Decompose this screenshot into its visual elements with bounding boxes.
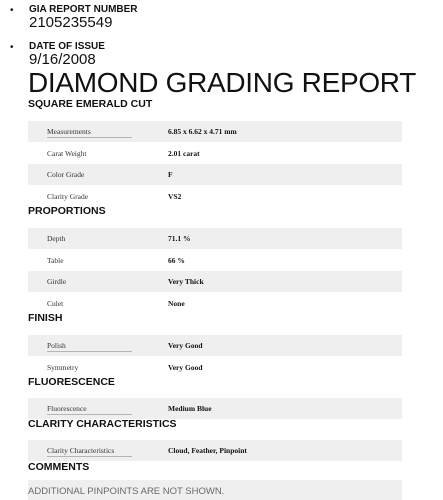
table-row	[28, 250, 402, 271]
row-label: Fluorescence	[47, 404, 87, 413]
date-of-issue-value: 9/16/2008	[29, 51, 96, 68]
report-number-label: GIA REPORT NUMBER	[29, 4, 138, 15]
row-label: Clarity Grade	[47, 192, 89, 201]
row-value: Very Good	[168, 341, 203, 350]
row-value: Medium Blue	[168, 404, 212, 413]
row-label: Polish	[47, 341, 66, 350]
comments-box	[28, 480, 402, 500]
row-value: VS2	[168, 192, 182, 201]
row-label: Color Grade	[47, 170, 85, 179]
shape-heading: SQUARE EMERALD CUT	[28, 98, 153, 110]
row-value: 6.85 x 6.62 x 4.71 mm	[168, 127, 237, 136]
row-value: 71.1 %	[168, 234, 191, 243]
row-label: Clarity Characteristics	[47, 446, 115, 455]
bullet-icon: •	[10, 5, 14, 16]
polish-row	[28, 335, 402, 356]
row-value: 66 %	[168, 256, 185, 265]
report-title: DIAMOND GRADING REPORT	[28, 67, 417, 98]
fluorescence-row	[28, 398, 402, 419]
row-label: Girdle	[47, 277, 67, 286]
clarity-grade-row	[28, 186, 402, 207]
row-value: F	[168, 170, 173, 179]
row-label: Measurements	[47, 127, 91, 136]
comments-text: ADDITIONAL PINPOINTS ARE NOT SHOWN.	[28, 486, 225, 497]
row-label: Culet	[47, 299, 64, 308]
fluorescence-heading: FLUORESCENCE	[28, 376, 115, 388]
report-number-value: 2105235549	[29, 14, 113, 31]
comments-heading: COMMENTS	[28, 461, 90, 473]
date-of-issue-label: DATE OF ISSUE	[29, 41, 105, 52]
girdle-row	[28, 271, 402, 292]
row-divider	[47, 456, 132, 457]
finish-heading: FINISH	[28, 312, 63, 324]
row-label: Carat Weight	[47, 149, 87, 158]
bullet-icon: •	[10, 42, 14, 53]
symmetry-row	[28, 357, 402, 378]
proportions-heading: PROPORTIONS	[28, 205, 106, 217]
row-divider	[47, 137, 132, 138]
row-divider	[47, 414, 132, 415]
row-divider	[47, 351, 132, 352]
measurements-row	[28, 121, 402, 142]
row-label: Symmetry	[47, 363, 79, 372]
row-value: Cloud, Feather, Pinpoint	[168, 446, 247, 455]
carat-weight-row	[28, 143, 402, 164]
depth-row	[28, 228, 402, 249]
row-value: 2.01 carat	[168, 149, 200, 158]
row-value: None	[168, 299, 185, 308]
clarity-characteristics-row	[28, 440, 402, 461]
clarity-characteristics-heading: CLARITY CHARACTERISTICS	[28, 418, 177, 430]
row-value: Very Thick	[168, 277, 204, 286]
color-grade-row	[28, 164, 402, 185]
row-label: Table	[47, 256, 64, 265]
culet-row	[28, 293, 402, 314]
row-label: Depth	[47, 234, 66, 243]
row-value: Very Good	[168, 363, 203, 372]
